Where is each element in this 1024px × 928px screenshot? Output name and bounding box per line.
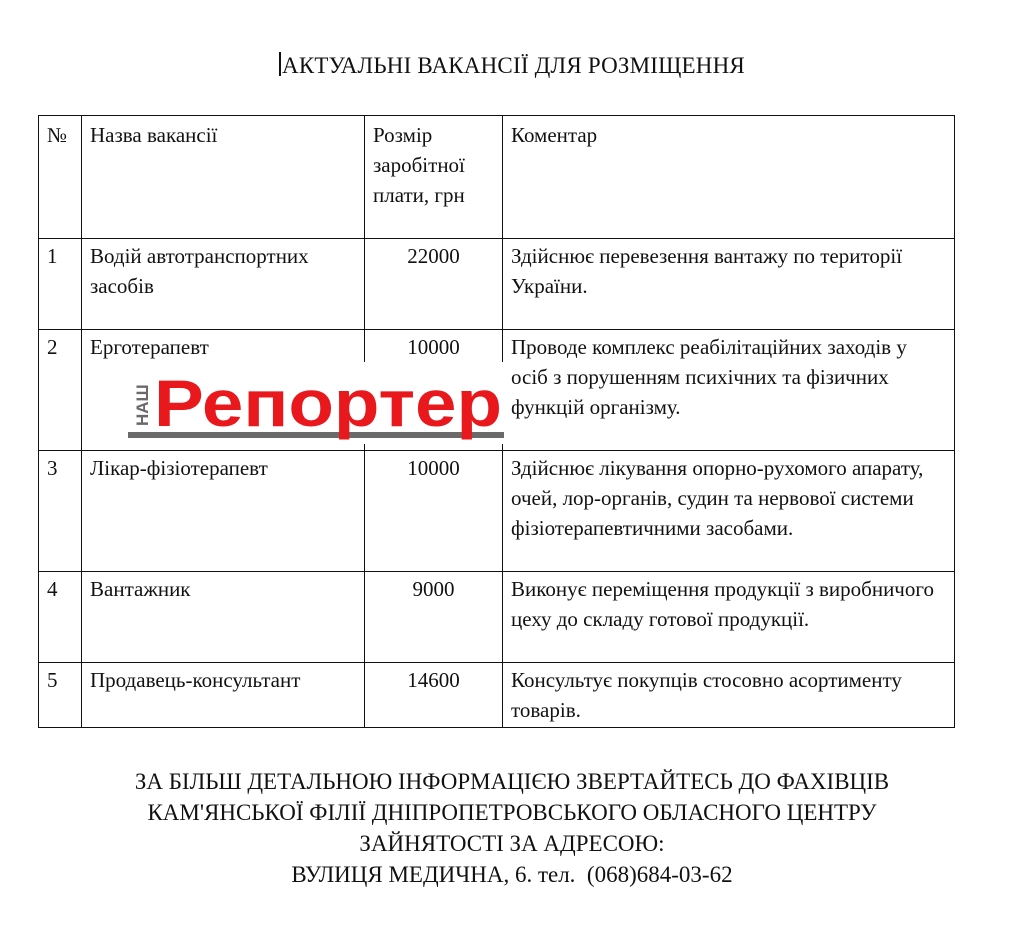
reporter-watermark-logo xyxy=(128,362,504,444)
comment: Виконує переміщення продукції з виробничого цеху до складу готової продукції. xyxy=(503,572,955,663)
footer-line-3: ЗАЙНЯТОСТІ ЗА АДРЕСОЮ: xyxy=(359,831,665,856)
header-vacancy-name: Назва вакансії xyxy=(82,116,365,239)
document-title xyxy=(0,52,1024,79)
vacancy-name: Водій автотранспортних засобів xyxy=(82,239,365,330)
row-number: 4 xyxy=(39,572,82,663)
reporter-logo-graphic xyxy=(128,362,504,444)
footer-address-phone: ВУЛИЦЯ МЕДИЧНА, 6. тел. (068)684-03-62 xyxy=(291,862,733,887)
table-row xyxy=(39,451,955,572)
vacancy-name: Лікар-фізіотерапевт xyxy=(82,451,365,572)
logo-big-text: Репортер xyxy=(154,366,502,440)
table-row xyxy=(39,663,955,728)
header-salary: Розмір заробітної плати, грн xyxy=(365,116,503,239)
comment: Проводе комплекс реабілітаційних заходів у осіб з порушенням психічних та фізичних функцій організму. xyxy=(503,330,955,451)
vacancy-name: Продавець-консультант xyxy=(82,663,365,728)
contact-footer xyxy=(0,766,1024,890)
salary: 10000 xyxy=(365,330,503,451)
comment: Здійснює лікування опорно-рухомого апарату, очей, лор-органів, судин та нервової системи фізіотерапевтичними засобами. xyxy=(503,451,955,572)
header-comment: Коментар xyxy=(503,116,955,239)
table-row xyxy=(39,572,955,663)
salary: 9000 xyxy=(365,572,503,663)
salary: 22000 xyxy=(365,239,503,330)
header-number: № xyxy=(39,116,82,239)
text-cursor xyxy=(279,52,281,76)
vacancy-name: Вантажник xyxy=(82,572,365,663)
comment: Здійснює перевезення вантажу по території України. xyxy=(503,239,955,330)
row-number: 3 xyxy=(39,451,82,572)
comment: Консультує покупців стосовно асортименту товарів. xyxy=(503,663,955,728)
table-row xyxy=(39,239,955,330)
salary: 10000 xyxy=(365,451,503,572)
table-header-row xyxy=(39,116,955,239)
salary: 14600 xyxy=(365,663,503,728)
footer-line-2: КАМ'ЯНСЬКОЇ ФІЛІЇ ДНІПРОПЕТРОВСЬКОГО ОБЛАСНОГО ЦЕНТРУ xyxy=(147,800,877,825)
vacancy-name: Ерготерапевт xyxy=(82,330,365,451)
footer-line-1: ЗА БІЛЬШ ДЕТАЛЬНОЮ ІНФОРМАЦІЄЮ ЗВЕРТАЙТЕСЬ ДО ФАХІВЦІВ xyxy=(134,769,890,794)
title-text: АКТУАЛЬНІ ВАКАНСІЇ ДЛЯ РОЗМІЩЕННЯ xyxy=(282,53,745,78)
logo-small-text: НАШ xyxy=(133,384,152,426)
row-number: 1 xyxy=(39,239,82,330)
row-number: 2 xyxy=(39,330,82,451)
row-number: 5 xyxy=(39,663,82,728)
